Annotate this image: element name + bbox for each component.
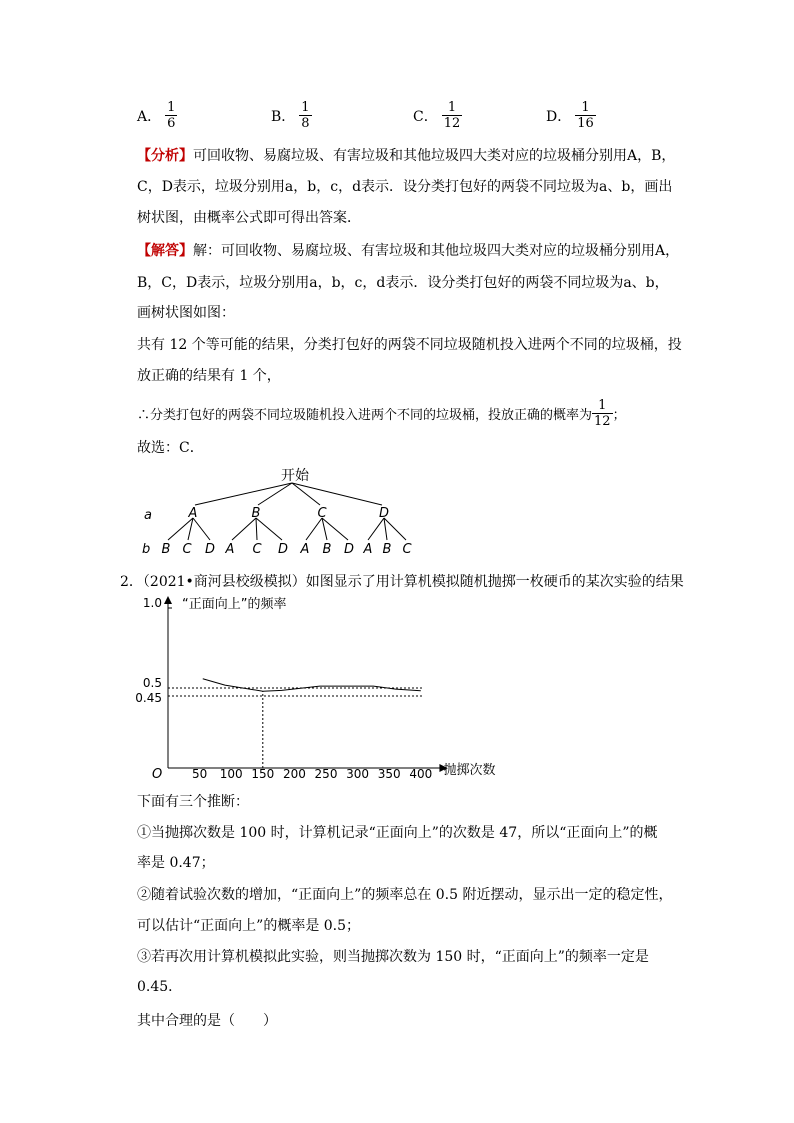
- tree-node-D: D: [378, 506, 390, 521]
- solution-line-1: 【解答】解：可回收物、易腐垃圾、有害垃圾和其他垃圾四大类对应的垃圾桶分别用A，: [137, 243, 680, 259]
- x-tick-label: 50: [191, 767, 208, 781]
- option-d: [546, 100, 596, 131]
- option-a-label: A．: [137, 108, 162, 125]
- x-tick-label: 350: [377, 767, 401, 781]
- tree-root: 开始: [281, 468, 309, 484]
- q2-statement-2-line-2: 可以估计“正面向上”的概率是 0.5；: [137, 918, 361, 934]
- solution-line-7: 故选：C．: [137, 440, 204, 456]
- option-a-fraction: $\frac{1}{6}$: [167, 100, 176, 131]
- x-tick-label: 150: [251, 767, 275, 781]
- x-tick-label: 100: [219, 767, 243, 781]
- tree-leaf: B: [382, 542, 392, 557]
- solution-tag: 【解答】: [137, 243, 193, 259]
- y-tick-label: 1.0: [142, 596, 162, 610]
- q2-stem: 2．（2021•商河县校级模拟）如图显示了用计算机模拟随机抛掷一枚硬币的某次实验的结果: [120, 574, 684, 590]
- x-axis-label: 抛掷次数: [443, 763, 496, 778]
- tree-leaf: A: [300, 542, 310, 557]
- analysis-line-3: 树状图，由概率公式即可得出答案．: [137, 210, 361, 226]
- solution-line-6: ∴分类打包好的两袋不同垃圾随机投入进两个不同的垃圾桶，投放正确的概率为 $\frac{1}{12}$ ；: [137, 398, 626, 429]
- option-b-fraction: $\frac{1}{8}$: [301, 100, 310, 131]
- option-d-label: D．: [546, 108, 572, 125]
- tree-diagram: [130, 462, 430, 562]
- tree-node-A: A: [188, 506, 198, 521]
- y-tick-label: 0.5: [142, 676, 162, 690]
- analysis-line-1: 【分析】可回收物、易腐垃圾、有害垃圾和其他垃圾四大类对应的垃圾桶分别用A，B，: [137, 148, 676, 164]
- frequency-chart: [125, 592, 496, 787]
- solution-line-4: 共有 12 个等可能的结果，分类打包好的两袋不同垃圾随机投入进两个不同的垃圾桶，投: [137, 337, 682, 353]
- tree-leaf: D: [204, 542, 216, 557]
- solution-line-3: 画树状图如图：: [137, 305, 235, 321]
- tree-row-b-label: b: [142, 542, 151, 557]
- y-axis-arrow: [164, 596, 172, 604]
- option-a: [137, 100, 177, 131]
- tree-leaf: A: [225, 542, 235, 557]
- tree-leaf: D: [277, 542, 289, 557]
- tree-node-B: B: [251, 506, 261, 521]
- q2-statement-3-line-1: ③若再次用计算机模拟此实验，则当抛掷次数为 150 时，“正面向上”的频率一定是: [137, 949, 649, 965]
- tree-leaf: D: [343, 542, 355, 557]
- tree-leaf: C: [402, 542, 412, 557]
- analysis-line-2: C，D表示，垃圾分别用a，b，c，d表示．设分类打包好的两袋不同垃圾为a、b，画出: [137, 179, 673, 195]
- option-d-fraction: $\frac{1}{16}$: [577, 100, 594, 131]
- tree-leaf: B: [322, 542, 332, 557]
- option-b: [271, 100, 312, 131]
- q2-question: 其中合理的是（ ）: [137, 1013, 277, 1029]
- solution-probability-fraction: $\frac{1}{12}$: [594, 398, 611, 429]
- option-c-fraction: $\frac{1}{12}$: [443, 100, 461, 131]
- x-tick-label: 400: [409, 767, 433, 781]
- tree-row-a-label: a: [144, 508, 152, 523]
- option-c: [413, 100, 462, 131]
- q2-statement-1-line-2: 率是 0.47；: [137, 855, 215, 871]
- tree-leaf: C: [182, 542, 192, 557]
- tree-leaf: A: [363, 542, 373, 557]
- tree-leaf: C: [252, 542, 262, 557]
- origin-label: O: [152, 767, 163, 782]
- q2-statement-1-line-1: ①当抛掷次数是 100 时，计算机记录“正面向上”的次数是 47，所以“正面向上”的概: [137, 825, 658, 841]
- tree-node-C: C: [317, 506, 327, 521]
- y-tick-label: 0.45: [135, 691, 162, 705]
- x-tick-label: 250: [314, 767, 338, 781]
- q2-statement-2-line-1: ②随着试验次数的增加，“正面向上”的频率总在 0.5 附近摆动，显示出一定的稳定性，: [137, 887, 673, 903]
- x-tick-label: 300: [346, 767, 370, 781]
- x-tick-label: 200: [282, 767, 306, 781]
- tree-leaf: B: [161, 542, 171, 557]
- q2-intro: 下面有三个推断：: [137, 794, 249, 810]
- solution-line-5: 放正确的结果有 1 个，: [137, 368, 281, 384]
- y-axis-label: “正面向上”的频率: [182, 597, 287, 612]
- analysis-tag: 【分析】: [137, 148, 193, 164]
- q2-statement-3-line-2: 0.45．: [137, 979, 183, 995]
- solution-line-2: B，C，D表示，垃圾分别用a，b，c，d表示．设分类打包好的两袋不同垃圾为a、b，: [137, 275, 669, 291]
- frequency-series-line: [203, 679, 421, 691]
- option-b-label: B．: [271, 108, 296, 125]
- option-c-label: C．: [413, 108, 438, 125]
